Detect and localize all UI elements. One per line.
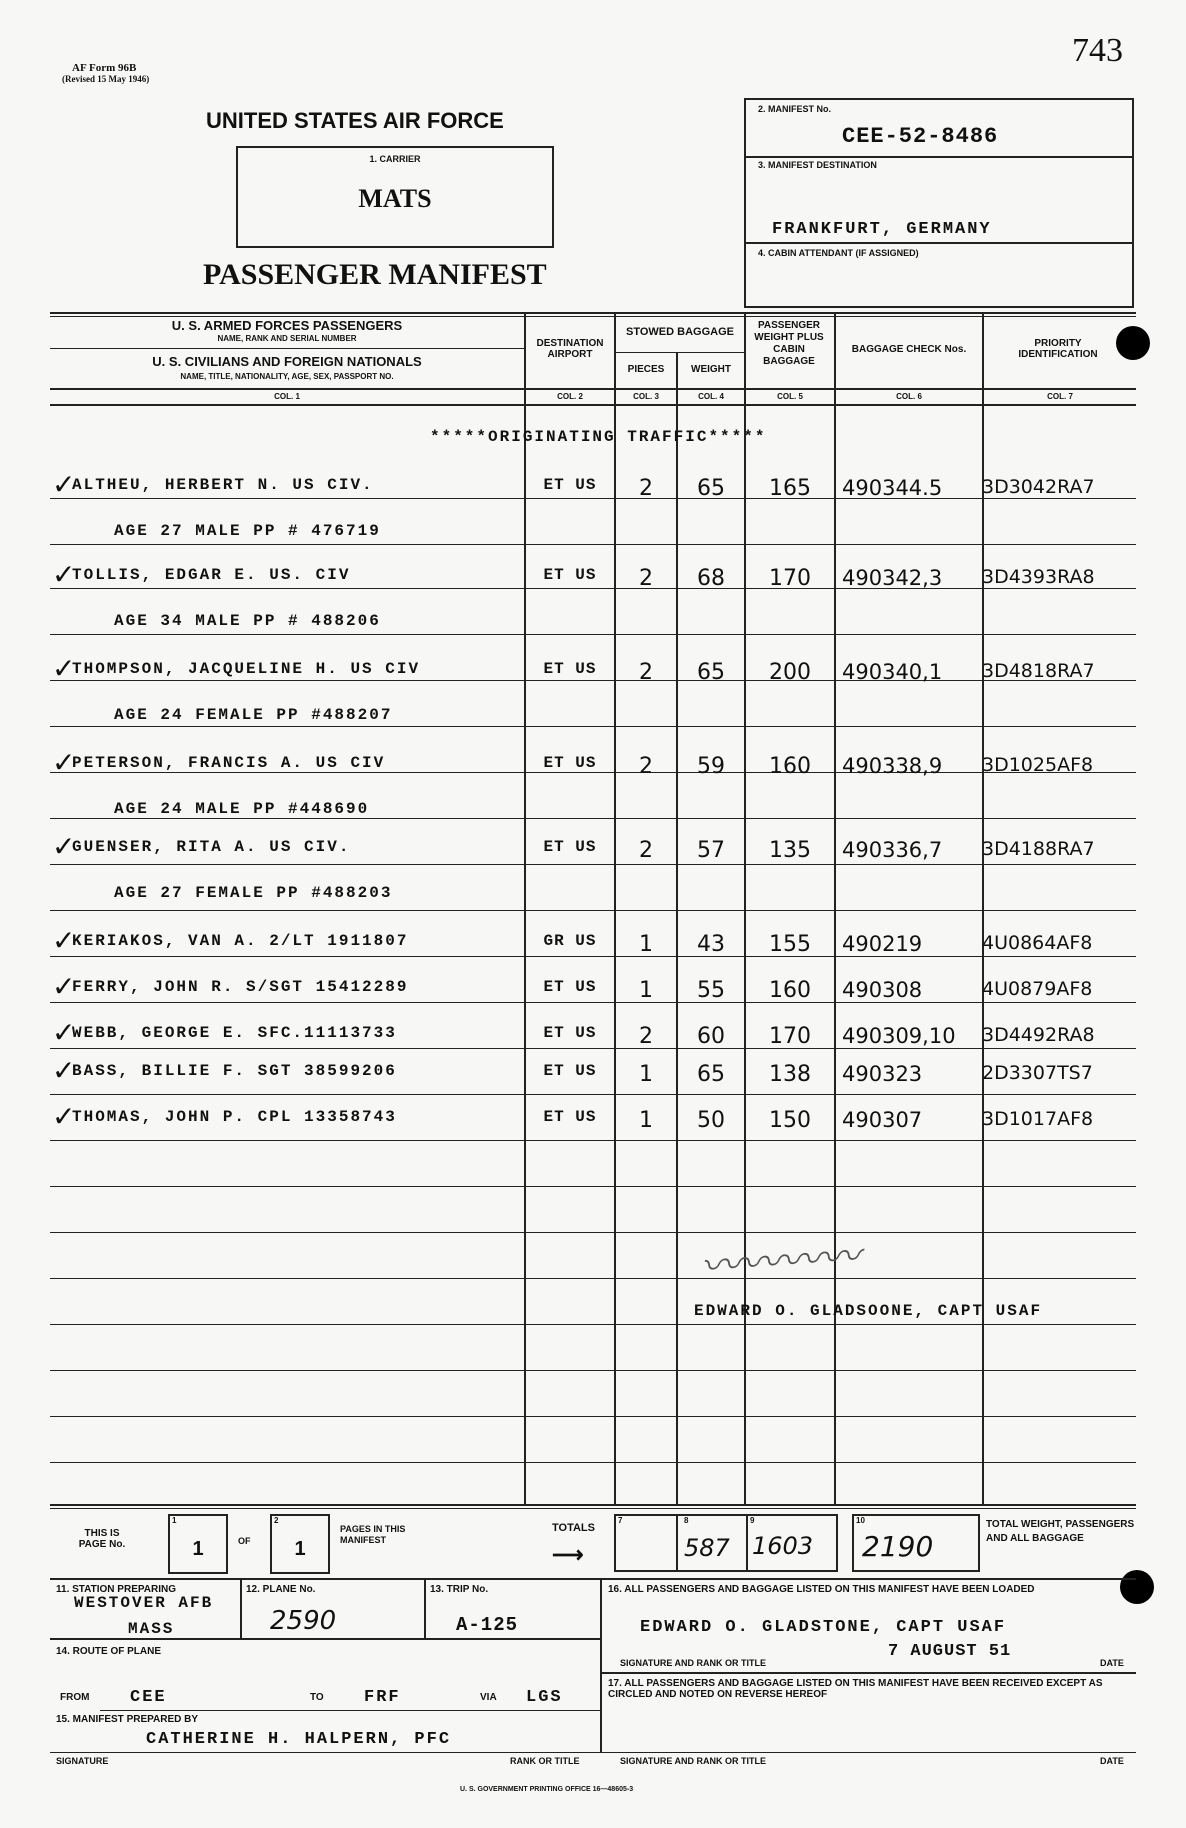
form-title: PASSENGER MANIFEST — [203, 258, 547, 291]
of-label: OF — [238, 1536, 251, 1546]
passenger-pieces: 2 — [639, 476, 653, 501]
trip-label: 13. TRIP No. — [430, 1584, 489, 1595]
checkmark-icon: ✓ — [52, 1016, 76, 1049]
originating-traffic: *****ORIGINATING TRAFFIC***** — [430, 428, 767, 446]
total-label: TOTAL WEIGHT, PASSENGERS AND ALL BAGGAGE — [986, 1519, 1135, 1544]
checkmark-icon: ✓ — [52, 558, 76, 591]
baggage-check: 490338,9 — [842, 754, 943, 778]
priority-id: 4U0864AF8 — [982, 932, 1093, 954]
baggage-check: 490307 — [842, 1108, 923, 1132]
passenger-destination: ET US — [543, 1062, 597, 1080]
pages-value: 1 — [294, 1538, 306, 1560]
checkmark-icon: ✓ — [52, 830, 76, 863]
loaded-sig-label: SIGNATURE AND RANK OR TITLE — [620, 1658, 766, 1668]
header-priority: PRIORITY IDENTIFICATION — [1018, 338, 1098, 360]
checkmark-icon: ✓ — [52, 970, 76, 1003]
punch-hole-top — [1116, 326, 1150, 360]
passenger-destination: ET US — [543, 1024, 597, 1042]
passenger-pieces: 2 — [639, 660, 653, 685]
header-armed-sub: NAME, RANK AND SERIAL NUMBER — [217, 334, 357, 343]
passenger-destination: ET US — [543, 566, 597, 584]
priority-id: 3D4818RA7 — [982, 660, 1095, 682]
passenger-pieces: 2 — [639, 754, 653, 779]
manifest-page: 743 AF Form 96B (Revised 15 May 1946) UNITED STATES AIR FORCE 1. CARRIER MATS PASSENGER MANIFEST 2. MANIFEST No. CEE-52-8486 3. MANIFEST DESTINATION FRANKFURT, GERMANY 4. CABIN ATTENDANT (IF ASSIGNED) U. S. ARMED FORCES PASSENGERS NAME, RANK AND SERIAL NUMBER U. S. CIVILIANS AND FOREIGN NATIONALS NAME, TITLE, NATIONALITY, AGE, SEX, PASSPORT NO. DESTINATION AIRPORT STOWED BAGGAGE PIECES WEIGHT PASSENGER WEIGHT PLUS CABIN BAGGAGE BAGGAGE CHECK Nos. PRIORITY IDENTIFICATION COL. 1 COL. 2 COL. 3 COL. 4 COL. 5 COL. 6 COL. 7 *****ORIGINATING TRAFFIC***** ✓ ALTHEU, HERBERT N. US CIV. ET US 2 65 165 490344.5 3D3042RA7 AGE 27 MALE PP # 476719 ✓ TOLLIS, EDGAR E. US. CIV ET US 2 68 170 490342,3 3D4393RA8 AGE 34 MALE PP # 488206 ✓ THOMPSON, JACQUELINE H. US CIV ET US 2 65 200 490340,1 3D4818RA7 AGE 24 FEMALE PP #488207 ✓ PETERSON, FRANCIS A. US CIV ET US 2 59 160 490338,9 3D1025AF8 AGE 24 MALE PP #448690 ✓ GUENSER, RITA A. US CIV. ET US 2 57 135 490336,7 3D4188RA7 AGE 27 FEMALE PP #488203 ✓ KERIAKOS, VAN A. 2/LT 1911807 GR US 1 43 155 490219 4U0864AF8 ✓ FERRY, JOHN R. S/SGT 15412289 ET US 1 55 160 490308 4U0879AF8 ✓ WEBB, GEORGE E. SFC.11113733 ET US 2 60 170 490309,10 3D4492RA8 ✓ BASS, BILLIE F. SGT 38599206 ET US 1 65 138 490323 2D3307TS7 ✓ THOMAS, JOHN P. CPL 13358743 ET US 1 50 150 490307 3D1017AF8 〰〰〰〰 EDWARD O. GLADSOONE, CAPT USAF THIS IS PAGE No. 1 1 OF 2 1 PAGES IN THIS MANIFEST TOTALS ⟶ 7 8 9 587 1603 10 2190 TOTAL WEIGHT, PASSENGERS AND ALL BAGGAGE 11. STATION PREPARING WESTOVER AFB MASS 12. PLANE No. 2590 13. TRIP No. A-125 14. ROUTE OF PLANE FROM CEE TO FRF VIA LGS 15. MANIFEST PREPARED BY CATHERINE H. HALPERN, PFC SIGNATURE RANK OR TITLE 16. ALL PASSENGERS AND BAGGAGE LISTED ON THIS MANIFEST HAVE BEEN LOADED EDWARD O. GLADSTONE, CAPT USAF 7 AUGUST 51 SIGNATURE AND RANK OR TITLE DATE 17. ALL PASSENGERS AND BAGGAGE LISTED ON THIS MANIFEST HAVE BEEN RECEIVED EXCEPT AS CIRCLED AND NOTED ON REVERSE HEREOF SIGNATURE AND RANK OR TITLE DATE U. S. GOVERNMENT PRINTING OFFICE 16—48605-3 — [0, 0, 1186, 1828]
loaded-label: 16. ALL PASSENGERS AND BAGGAGE LISTED ON THIS MANIFEST HAVE BEEN LOADED — [608, 1584, 1035, 1595]
passenger-name: THOMPSON, JACQUELINE H. US CIV — [72, 660, 421, 678]
passenger-name: ALTHEU, HERBERT N. US CIV. — [72, 476, 374, 494]
passenger-stowed-weight: 55 — [697, 978, 725, 1003]
passenger-stowed-weight: 60 — [697, 1024, 725, 1049]
passenger-destination: ET US — [543, 978, 597, 996]
header-pieces: PIECES — [627, 364, 665, 375]
passenger-detail: AGE 27 MALE PP # 476719 — [114, 522, 381, 540]
checkmark-icon: ✓ — [52, 746, 76, 779]
passenger-detail: AGE 24 FEMALE PP #488207 — [114, 706, 393, 724]
passenger-weight: 138 — [769, 1062, 811, 1087]
trip-value: A-125 — [456, 1614, 519, 1636]
priority-id: 3D1025AF8 — [982, 754, 1094, 776]
passenger-stowed-weight: 68 — [697, 566, 725, 591]
passenger-pieces: 1 — [639, 1108, 653, 1133]
header-civ-sub: NAME, TITLE, NATIONALITY, AGE, SEX, PASSPORT NO. — [180, 372, 394, 381]
passenger-detail: AGE 27 FEMALE PP #488203 — [114, 884, 393, 902]
passenger-pieces: 1 — [639, 978, 653, 1003]
passenger-name: BASS, BILLIE F. SGT 38599206 — [72, 1062, 397, 1080]
header-check: BAGGAGE CHECK Nos. — [851, 344, 967, 355]
passenger-pieces: 1 — [639, 932, 653, 957]
checkmark-icon: ✓ — [52, 1054, 76, 1087]
baggage-check: 490336,7 — [842, 838, 943, 862]
baggage-check: 490344.5 — [842, 476, 943, 500]
baggage-check: 490340,1 — [842, 660, 943, 684]
passenger-detail: AGE 34 MALE PP # 488206 — [114, 612, 381, 630]
totals-label: TOTALS — [552, 1522, 595, 1534]
page-number: 743 — [1072, 32, 1123, 69]
priority-id: 3D4188RA7 — [982, 838, 1095, 860]
loaded-date: 7 AUGUST 51 — [888, 1642, 1012, 1661]
carrier-value: MATS — [358, 184, 432, 213]
this-is-page-label: THIS IS PAGE No. — [78, 1528, 126, 1550]
col-4-label: COL. 4 — [698, 392, 724, 401]
station-label: 11. STATION PREPARING — [56, 1584, 177, 1595]
received-date-label: DATE — [1100, 1756, 1124, 1766]
route-label: 14. ROUTE OF PLANE — [56, 1646, 162, 1657]
col-6-label: COL. 6 — [896, 392, 922, 401]
loaded-by: EDWARD O. GLADSTONE, CAPT USAF — [640, 1618, 1007, 1637]
checkmark-icon: ✓ — [52, 652, 76, 685]
loaded-date-label: DATE — [1100, 1658, 1124, 1668]
station-line-1: WESTOVER AFB — [74, 1594, 214, 1612]
passenger-weight: 165 — [769, 476, 811, 501]
manifest-destination-value: FRANKFURT, GERMANY — [772, 220, 992, 239]
page-value: 1 — [192, 1538, 204, 1560]
prepared-label: 15. MANIFEST PREPARED BY — [56, 1714, 199, 1725]
passenger-weight: 170 — [769, 566, 811, 591]
passenger-name: THOMAS, JOHN P. CPL 13358743 — [72, 1108, 397, 1126]
header-destination: DESTINATION AIRPORT — [536, 338, 604, 360]
passenger-stowed-weight: 65 — [697, 476, 725, 501]
via-label: VIA — [480, 1692, 497, 1703]
passenger-name: GUENSER, RITA A. US CIV. — [72, 838, 351, 856]
passenger-destination: GR US — [543, 932, 597, 950]
passenger-name: WEBB, GEORGE E. SFC.11113733 — [72, 1024, 397, 1042]
plane-label: 12. PLANE No. — [246, 1584, 316, 1595]
received-label: 17. ALL PASSENGERS AND BAGGAGE LISTED ON THIS MANIFEST HAVE BEEN RECEIVED EXCEPT AS CIRCLED AND NOTED ON REVERSE HEREOF — [608, 1678, 1103, 1700]
baggage-check: 490323 — [842, 1062, 923, 1086]
agency-title: UNITED STATES AIR FORCE — [206, 108, 504, 133]
passenger-detail: AGE 24 MALE PP #448690 — [114, 800, 370, 818]
passenger-pieces: 2 — [639, 1024, 653, 1049]
signature-label: SIGNATURE — [56, 1756, 109, 1766]
passenger-pieces: 1 — [639, 1062, 653, 1087]
header-stowed: STOWED BAGGAGE — [626, 326, 734, 338]
via-value: LGS — [526, 1688, 563, 1707]
plane-value: 2590 — [270, 1606, 337, 1636]
rank-label: RANK OR TITLE — [510, 1756, 580, 1766]
passenger-weight: 200 — [769, 660, 811, 685]
passenger-stowed-weight: 65 — [697, 660, 725, 685]
signature-block: EDWARD O. GLADSOONE, CAPT USAF — [694, 1302, 1043, 1320]
to-label: TO — [310, 1692, 324, 1703]
passenger-weight: 170 — [769, 1024, 811, 1049]
passenger-stowed-weight: 43 — [697, 932, 725, 957]
checkmark-icon: ✓ — [52, 924, 76, 957]
passenger-pieces: 2 — [639, 566, 653, 591]
passenger-destination: ET US — [543, 660, 597, 678]
passenger-weight: 160 — [769, 978, 811, 1003]
col-3-label: COL. 3 — [633, 392, 659, 401]
signature-scrawl: 〰〰〰〰 — [698, 1233, 862, 1291]
baggage-check: 490309,10 — [842, 1024, 956, 1048]
passenger-destination: ET US — [543, 476, 597, 494]
header-weight: WEIGHT — [691, 364, 731, 375]
priority-id: 3D4393RA8 — [982, 566, 1095, 588]
col-1-label: COL. 1 — [274, 392, 300, 401]
col-7-label: COL. 7 — [1047, 392, 1073, 401]
header-armed: U. S. ARMED FORCES PASSENGERS — [171, 318, 403, 333]
form-revised: (Revised 15 May 1946) — [62, 74, 150, 84]
checkmark-icon: ✓ — [52, 1100, 76, 1133]
col-5-label: COL. 5 — [777, 392, 803, 401]
passenger-name: TOLLIS, EDGAR E. US. CIV — [72, 566, 351, 584]
header-pass-weight: PASSENGER WEIGHT PLUS CABIN BAGGAGE — [754, 320, 824, 367]
checkmark-icon: ✓ — [52, 468, 76, 501]
cabin-attendant-label: 4. CABIN ATTENDANT (IF ASSIGNED) — [758, 248, 919, 258]
to-value: FRF — [364, 1688, 401, 1707]
total-pieces: 587 — [684, 1534, 730, 1562]
priority-id: 2D3307TS7 — [982, 1062, 1093, 1084]
pages-label: PAGES IN THIS MANIFEST — [340, 1524, 406, 1545]
received-sig-label: SIGNATURE AND RANK OR TITLE — [620, 1756, 766, 1766]
baggage-check: 490308 — [842, 978, 923, 1002]
passenger-stowed-weight: 50 — [697, 1108, 725, 1133]
grand-total: 2190 — [862, 1530, 934, 1563]
passenger-stowed-weight: 57 — [697, 838, 725, 863]
col-2-label: COL. 2 — [557, 392, 583, 401]
from-value: CEE — [130, 1688, 167, 1707]
manifest-destination-label: 3. MANIFEST DESTINATION — [758, 160, 877, 170]
form-id: AF Form 96B — [72, 62, 137, 74]
carrier-label: 1. CARRIER — [369, 154, 421, 164]
baggage-check: 490342,3 — [842, 566, 943, 590]
passenger-name: PETERSON, FRANCIS A. US CIV — [72, 754, 386, 772]
priority-id: 3D3042RA7 — [982, 476, 1095, 498]
passenger-weight: 160 — [769, 754, 811, 779]
passenger-destination: ET US — [543, 1108, 597, 1126]
passenger-weight: 135 — [769, 838, 811, 863]
passenger-destination: ET US — [543, 754, 597, 772]
prepared-value: CATHERINE H. HALPERN, PFC — [146, 1730, 452, 1749]
baggage-check: 490219 — [842, 932, 923, 956]
passenger-stowed-weight: 65 — [697, 1062, 725, 1087]
passenger-stowed-weight: 59 — [697, 754, 725, 779]
priority-id: 4U0879AF8 — [982, 978, 1093, 1000]
passenger-pieces: 2 — [639, 838, 653, 863]
from-label: FROM — [60, 1692, 90, 1703]
printer-line: U. S. GOVERNMENT PRINTING OFFICE 16—48605-3 — [460, 1786, 634, 1793]
manifest-no-label: 2. MANIFEST No. — [758, 104, 832, 114]
priority-id: 3D4492RA8 — [982, 1024, 1095, 1046]
passenger-name: KERIAKOS, VAN A. 2/LT 1911807 — [72, 932, 409, 950]
passenger-weight: 150 — [769, 1108, 811, 1133]
station-line-2: MASS — [128, 1620, 175, 1638]
passenger-destination: ET US — [543, 838, 597, 856]
manifest-no-value: CEE-52-8486 — [842, 124, 999, 149]
total-weight: 1603 — [752, 1532, 814, 1560]
priority-id: 3D1017AF8 — [982, 1108, 1094, 1130]
passenger-weight: 155 — [769, 932, 811, 957]
passenger-name: FERRY, JOHN R. S/SGT 15412289 — [72, 978, 409, 996]
header-civ: U. S. CIVILIANS AND FOREIGN NATIONALS — [152, 354, 422, 369]
